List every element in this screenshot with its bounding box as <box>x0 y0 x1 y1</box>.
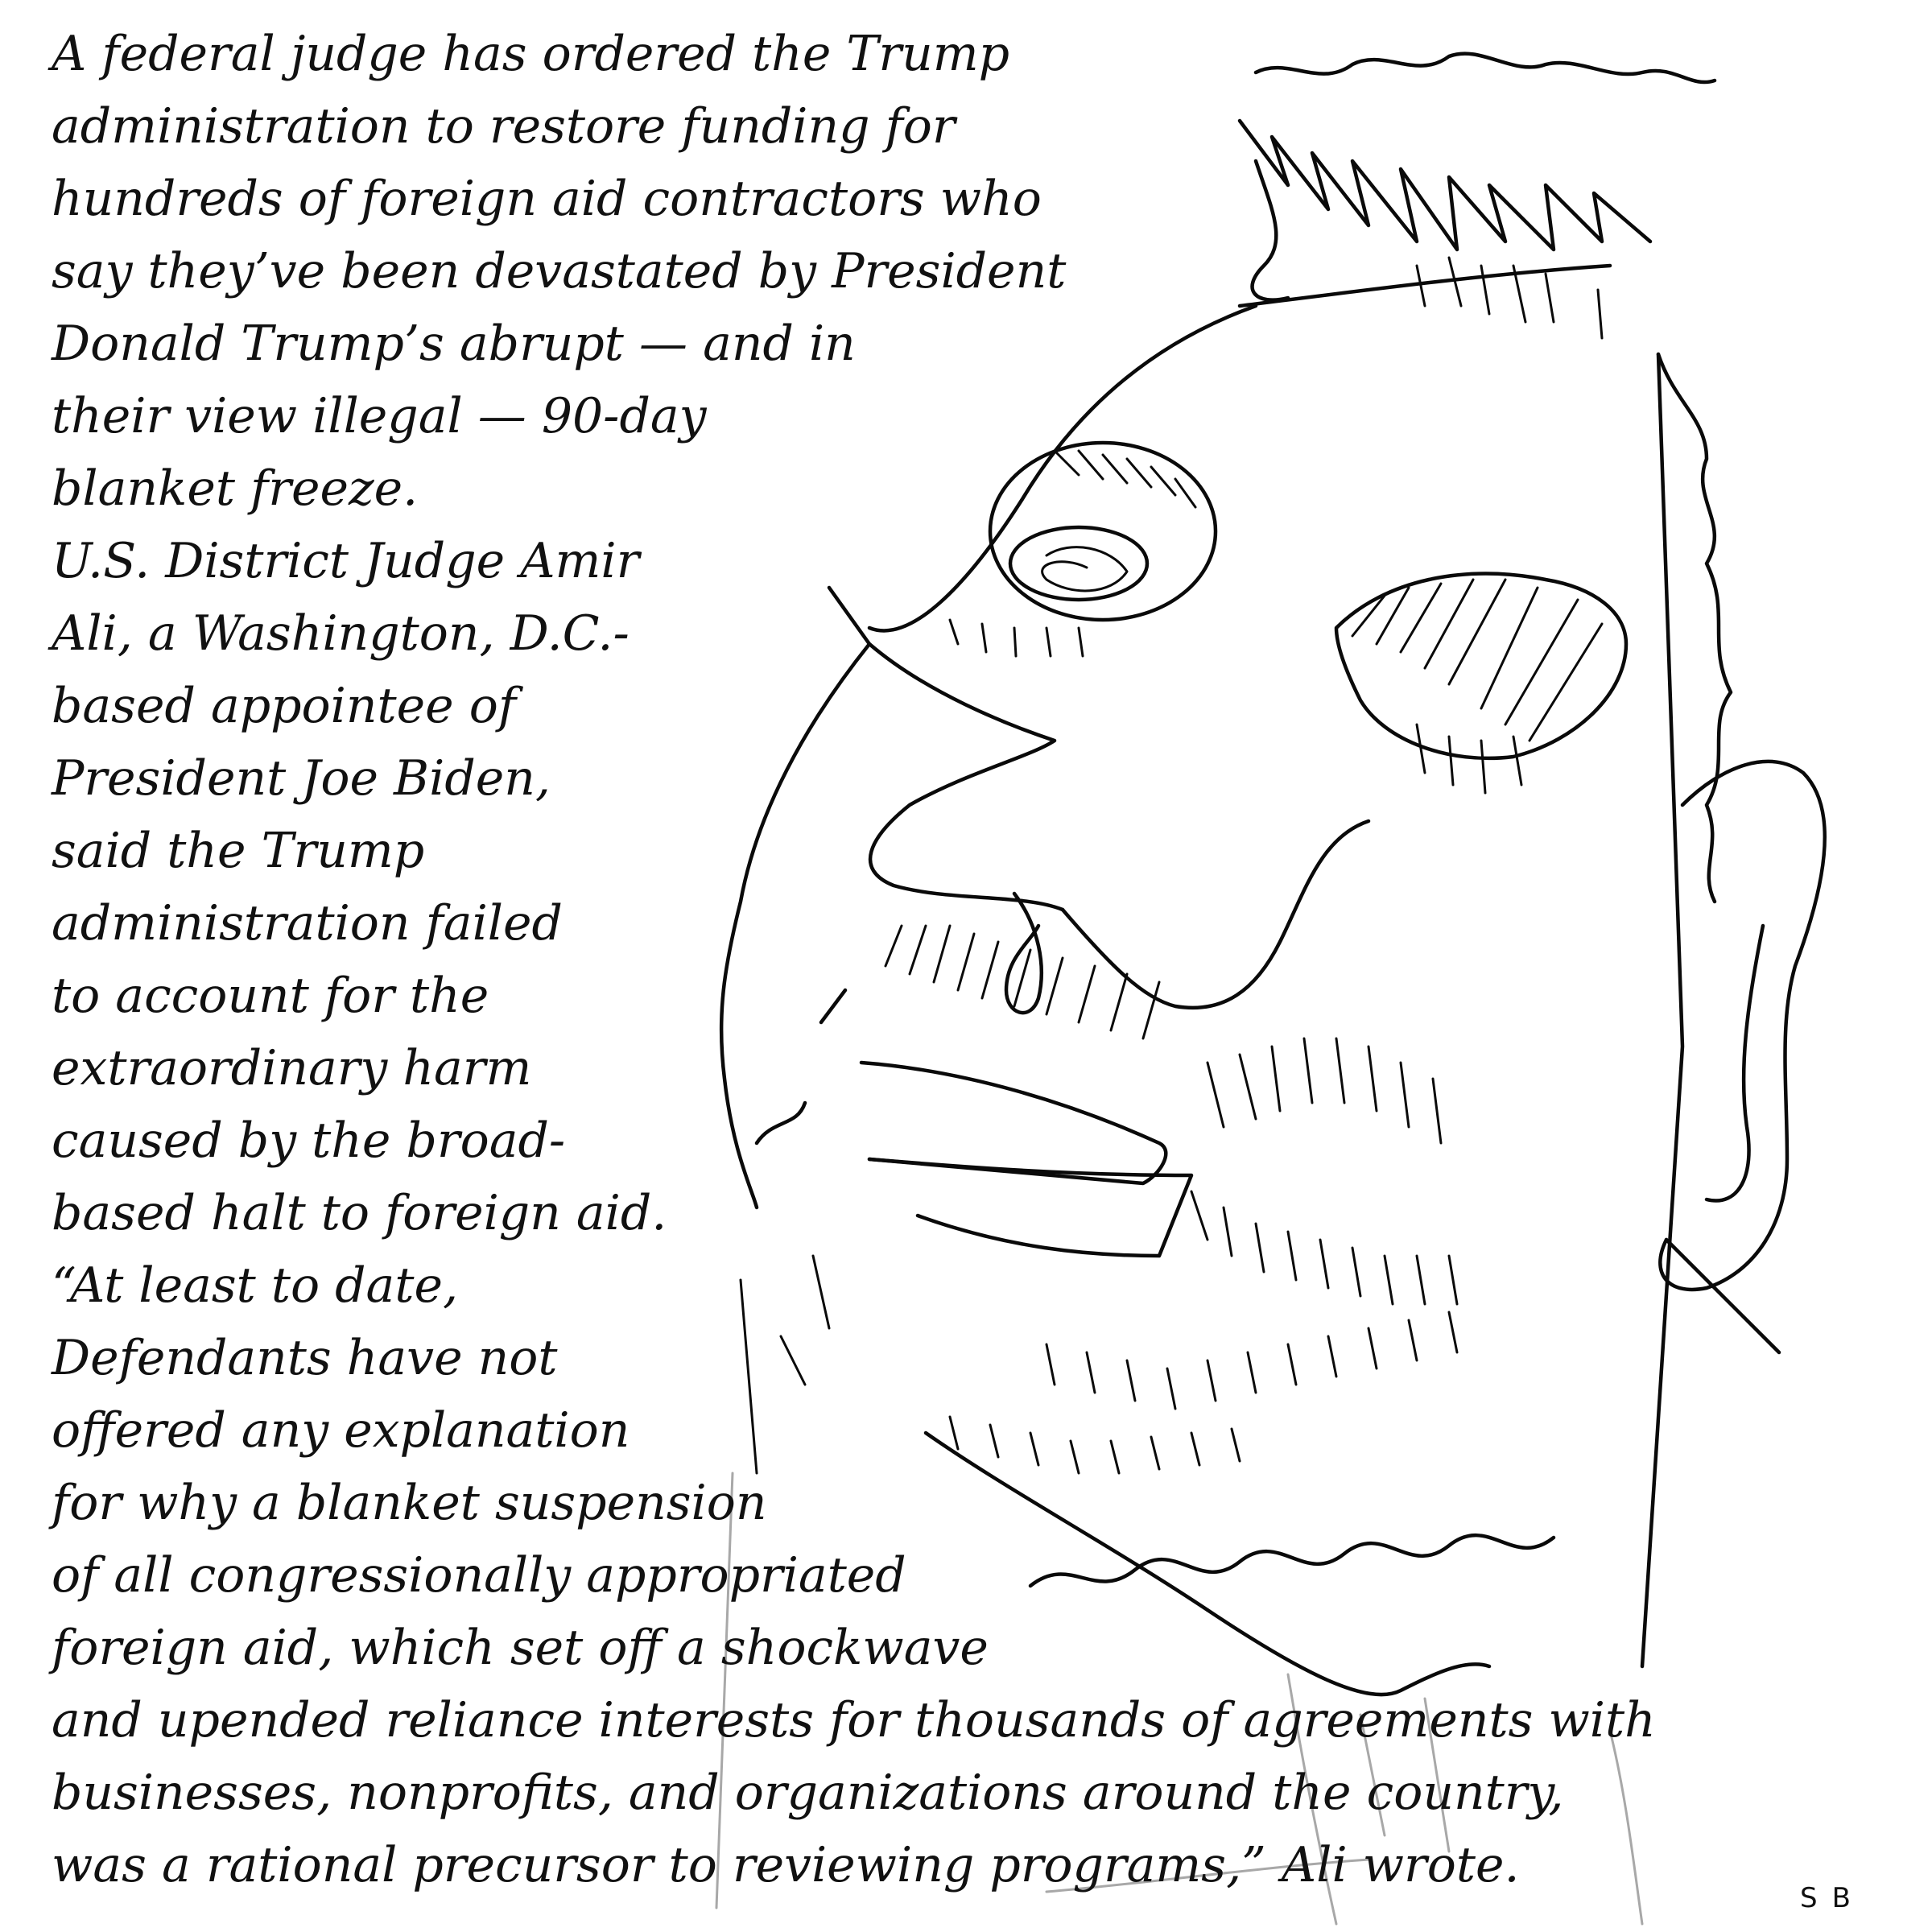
article-line: hundreds of foreign aid contractors who <box>52 171 1042 227</box>
article-line: Defendants have not <box>52 1330 558 1386</box>
article-line: to account for the <box>52 968 489 1024</box>
article-line: administration failed <box>52 895 563 952</box>
article-line: extraordinary harm <box>52 1040 532 1096</box>
artist-signature: SB <box>1800 1882 1865 1914</box>
beard-strokes <box>741 990 1554 1610</box>
eye-right <box>1336 574 1626 794</box>
article-line: Donald Trump’s abrupt — and in <box>52 316 856 372</box>
article-line: based appointee of <box>52 678 517 734</box>
article-line: President Joe Biden, <box>52 750 551 807</box>
article-line: A federal judge has ordered the Trump <box>52 26 1010 82</box>
article-line: for why a blanket suspension <box>52 1475 767 1531</box>
article-line: their view illegal — 90-day <box>52 388 707 444</box>
article-line: of all congressionally appropriated <box>52 1547 906 1604</box>
article-line: caused by the broad- <box>52 1113 566 1169</box>
article-line: was a rational precursor to reviewing programs,” Ali wrote. <box>52 1837 1520 1893</box>
article-line: say they’ve been devastated by President <box>52 243 1067 299</box>
article-line: “At least to date, <box>52 1257 459 1314</box>
article-line: offered any explanation <box>52 1402 630 1459</box>
article-line: foreign aid, which set off a shockwave <box>52 1620 989 1676</box>
article-line: blanket freeze. <box>52 460 419 517</box>
article-line: businesses, nonprofits, and organizations around the country, <box>52 1765 1564 1821</box>
article-line: said the Trump <box>52 823 425 879</box>
article-line: Ali, a Washington, D.C.- <box>52 605 630 662</box>
mouth <box>861 926 1191 1256</box>
hair-strokes <box>1240 54 1715 338</box>
nose <box>1006 894 1042 1013</box>
article-line: U.S. District Judge Amir <box>52 533 640 589</box>
article-line: based halt to foreign aid. <box>52 1185 667 1241</box>
face-outline <box>721 306 1825 1666</box>
article-line: and upended reliance interests for thousands of agreements with <box>52 1692 1656 1748</box>
article-line: administration to restore funding for <box>52 98 956 155</box>
